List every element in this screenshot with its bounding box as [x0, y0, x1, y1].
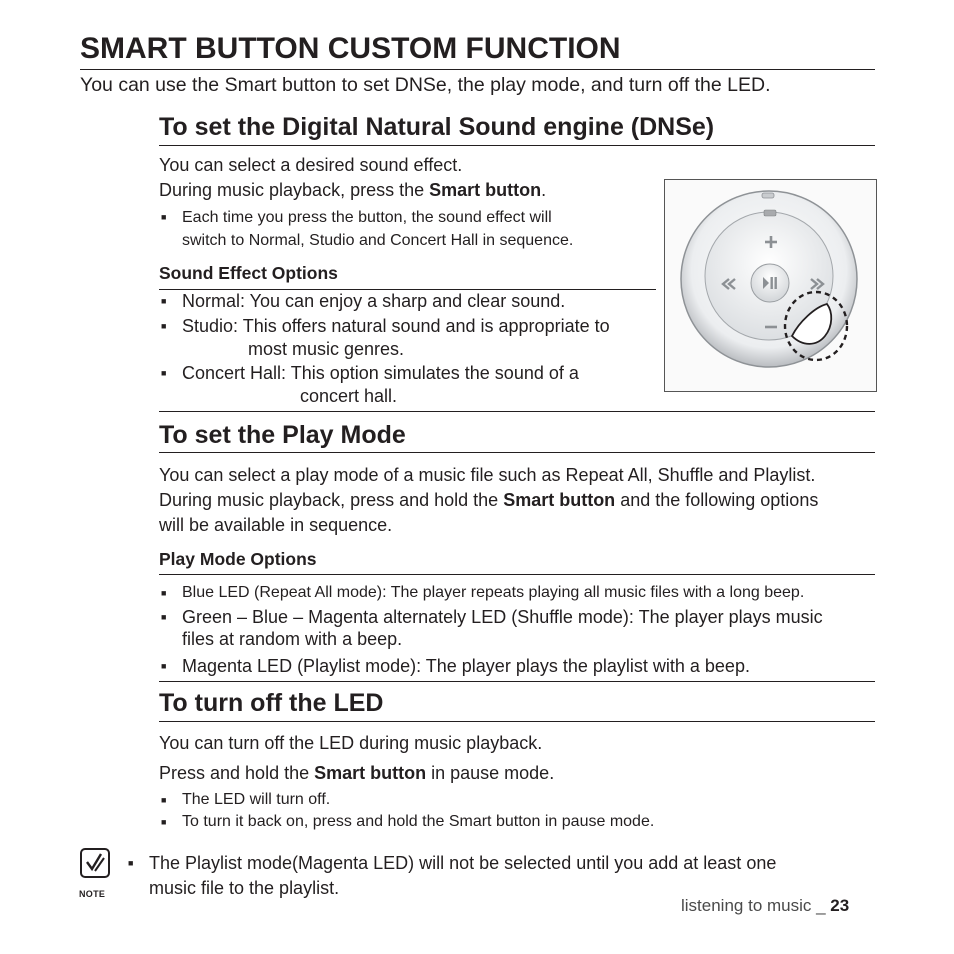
play-mode-top-divider: [159, 411, 875, 412]
led-bullet-list: [159, 789, 654, 833]
dnse-line1: You can select a desired sound effect.: [159, 155, 463, 175]
list-item: [159, 582, 823, 604]
led-line2: [159, 761, 554, 786]
page-number: 23: [830, 896, 850, 915]
play-mode-options-heading: Play Mode Options: [159, 549, 317, 569]
bullet-marker: ■: [161, 212, 167, 222]
smart-button-label: Smart button: [314, 763, 427, 783]
bullet-marker: ■: [161, 661, 167, 671]
bullet-marker: ■: [161, 367, 167, 378]
list-item: [159, 206, 573, 252]
dnse-bullet-line2: switch to Normal, Studio and Concert Hall in sequence.: [182, 232, 574, 249]
play-mode-para-line2-post: and the following options: [615, 490, 819, 510]
led-bullet-1: The LED will turn off.: [182, 791, 331, 808]
led-heading-divider: [159, 721, 875, 722]
list-item: [159, 315, 610, 362]
smart-button-label: Smart button: [503, 490, 616, 510]
play-option-shuffle-cont: files at random with a beep.: [182, 629, 403, 649]
play-pause-button[interactable]: [751, 264, 789, 302]
device-graphic: [665, 180, 876, 391]
footer-section-label: listening to music _: [681, 896, 831, 915]
led-heading: To turn off the LED: [159, 689, 384, 717]
note-line1: The Playlist mode(Magenta LED) will not be selected until you add at least one: [149, 853, 777, 873]
sound-effect-options-list: [159, 290, 610, 409]
play-mode-para-line2-pre: During music playback, press and hold the: [159, 490, 504, 510]
dnse-heading-divider: [159, 145, 875, 146]
play-mode-heading-divider: [159, 452, 875, 453]
list-item: [159, 655, 823, 677]
play-option-repeat-all: Blue LED (Repeat All mode): The player repeats playing all music files with a long beep.: [182, 584, 805, 601]
sound-option-concert-hall: Concert Hall: This option simulates the sound of a: [182, 362, 579, 383]
sound-option-studio-cont: most music genres.: [248, 339, 405, 359]
list-item: [159, 789, 654, 811]
bullet-marker: ■: [161, 612, 167, 622]
note-icon: [80, 848, 110, 878]
play-mode-heading: To set the Play Mode: [159, 421, 406, 449]
led-bullet-2: To turn it back on, press and hold the Smart button in pause mode.: [182, 813, 655, 830]
sound-option-concert-hall-cont: concert hall.: [300, 386, 398, 406]
sound-effect-options-heading: Sound Effect Options: [159, 263, 338, 283]
play-options-divider: [159, 574, 875, 575]
sound-option-studio: Studio: This offers natural sound and is appropriate to: [182, 315, 610, 336]
play-option-playlist: Magenta LED (Playlist mode): The player plays the playlist with a beep.: [182, 656, 750, 676]
bullet-marker: ■: [128, 858, 134, 868]
note-list: [126, 851, 776, 901]
dnse-line2: [159, 178, 546, 203]
smart-button-illustration: [664, 179, 877, 392]
bullet-marker: ■: [161, 795, 167, 805]
title-divider: [80, 69, 875, 70]
play-mode-para-line2: [159, 488, 818, 513]
bullet-marker: ■: [161, 817, 167, 827]
bullet-marker: ■: [161, 588, 167, 598]
intro-text: You can use the Smart button to set DNSe, the play mode, and turn off the LED.: [80, 74, 771, 96]
led-line2-post: in pause mode.: [426, 763, 555, 783]
note-label: NOTE: [79, 889, 106, 899]
play-option-shuffle: Green – Blue – Magenta alternately LED (Shuffle mode): The player plays music: [182, 607, 823, 627]
play-mode-para-line3: will be available in sequence.: [159, 515, 393, 535]
led-line1: You can turn off the LED during music playback.: [159, 733, 543, 753]
dnse-heading: To set the Digital Natural Sound engine (DNSe): [159, 113, 715, 141]
dnse-bullet-list: [159, 206, 573, 252]
dnse-line2-post: .: [541, 180, 547, 200]
play-mode-para-line1: You can select a play mode of a music file such as Repeat All, Shuffle and Playlist.: [159, 465, 816, 485]
smart-button-label: Smart button: [429, 180, 542, 200]
note-pencil-icon: [82, 850, 108, 876]
page-title: SMART BUTTON CUSTOM FUNCTION: [80, 32, 621, 65]
list-item: [159, 290, 610, 314]
list-item: [126, 851, 776, 901]
bullet-marker: ■: [161, 320, 167, 331]
list-item: [159, 811, 654, 833]
page-footer: [681, 896, 849, 916]
led-indicator: [764, 210, 776, 216]
dnse-bullet-line1: Each time you press the button, the sound effect will: [182, 209, 552, 226]
play-mode-options-list: [159, 582, 823, 677]
led-top-divider: [159, 681, 875, 682]
led-line2-pre: Press and hold the: [159, 763, 315, 783]
list-item: [159, 606, 823, 650]
dnse-line2-pre: During music playback, press the: [159, 180, 430, 200]
bullet-marker: ■: [161, 296, 167, 306]
list-item: [159, 362, 610, 409]
sound-option-normal: Normal: You can enjoy a sharp and clear sound.: [182, 291, 566, 311]
note-line2: music file to the playlist.: [149, 878, 340, 898]
device-top-notch: [762, 193, 774, 198]
